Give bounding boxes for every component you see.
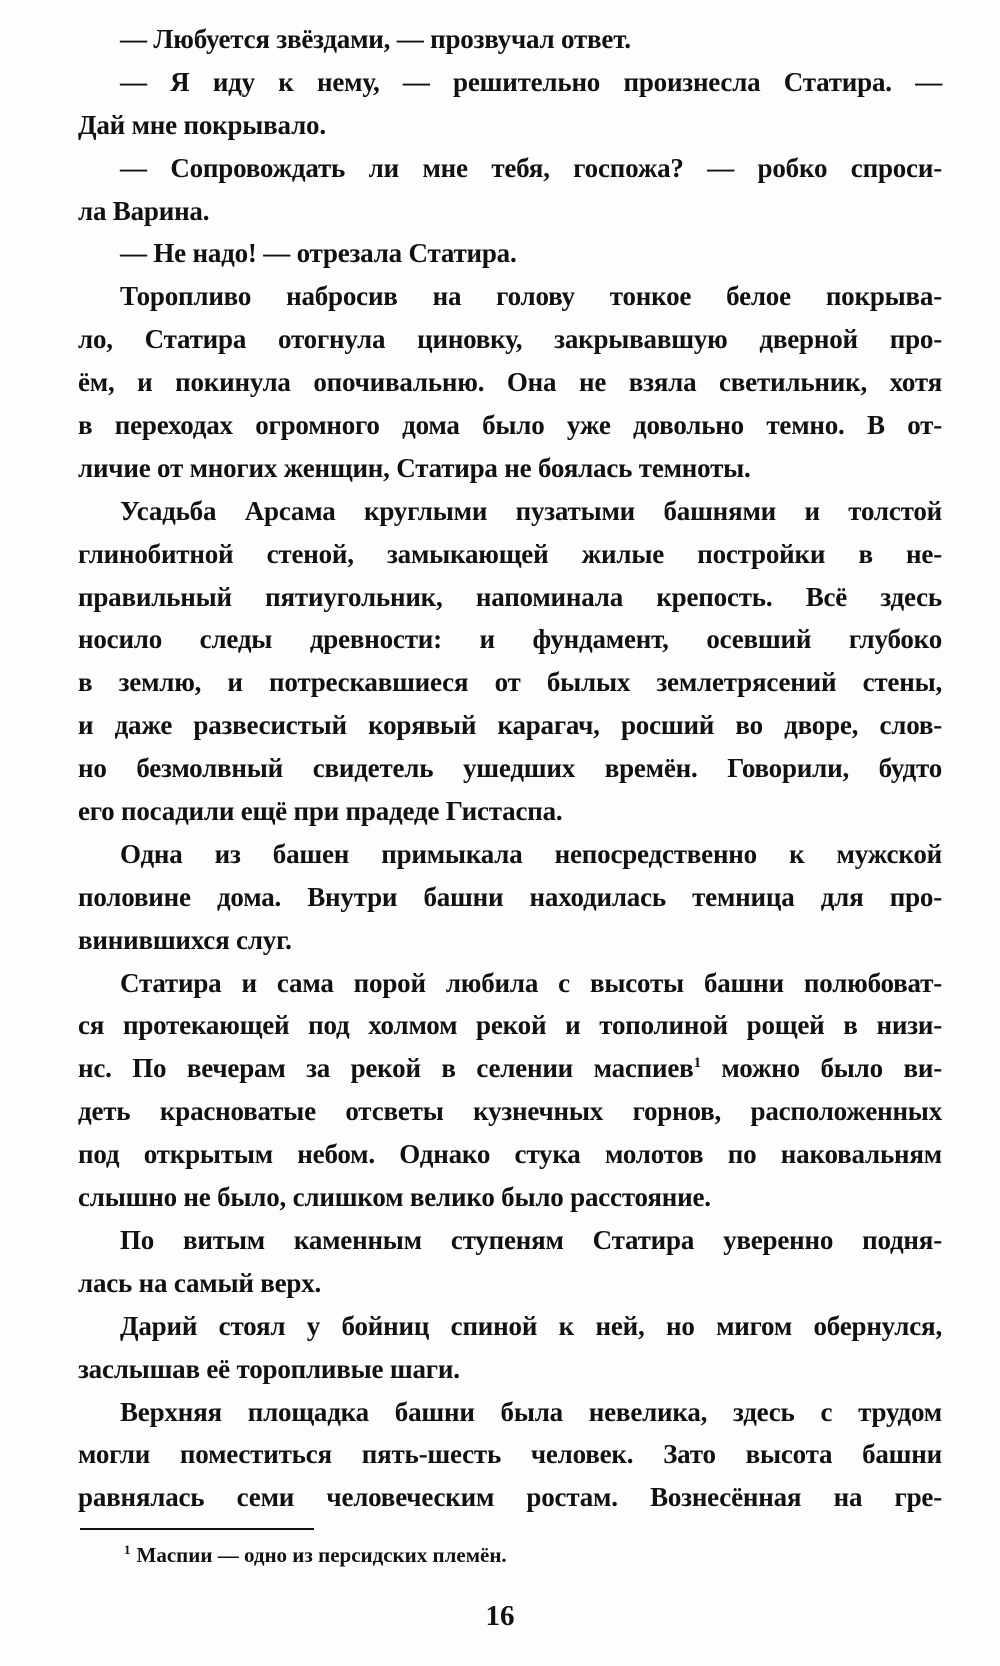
text-line: равнялась семи человеческим ростам. Вознесённая на гре- xyxy=(78,1482,942,1513)
text-line: Усадьба Арсама круглыми пузатыми башнями и толстой xyxy=(120,495,942,526)
text-line: слышно не было, слишком велико было расстояние. xyxy=(78,1182,711,1213)
text-line: ём, и покинула опочивальню. Она не взяла светильник, хотя xyxy=(78,367,942,398)
text-line: ла Варина. xyxy=(78,195,210,226)
text-line: правильный пятиугольник, напоминала крепость. Всё здесь xyxy=(78,581,942,612)
text-line: лась на самый верх. xyxy=(78,1267,322,1298)
text-line: глинобитной стеной, замыкающей жилые постройки в не- xyxy=(78,538,942,569)
footnote xyxy=(124,1540,507,1570)
text-line: — Сопровождать ли мне тебя, госпожа? — робко спроси- xyxy=(120,152,942,183)
text-line: — Любуется звёздами, — прозвучал ответ. xyxy=(120,24,631,54)
text-line: Статира и сама порой любила с высоты башни полюбоват- xyxy=(120,967,942,998)
text-line: По витым каменным ступеням Статира уверенно подня- xyxy=(120,1224,942,1255)
text-line-with-footnote xyxy=(78,1047,942,1090)
text-line: Одна из башен примыкала непосредственно к мужской xyxy=(120,838,942,869)
text-line: могли поместиться пять-шесть человек. Зато высота башни xyxy=(78,1439,942,1470)
text-line: деть красноватые отсветы кузнечных горнов, расположенных xyxy=(78,1096,942,1127)
footnote-number: 1 xyxy=(124,1542,131,1557)
text-line: Верхняя площадка башни была невелика, здесь с трудом xyxy=(120,1396,942,1427)
body-text xyxy=(78,18,942,1519)
text-line: ло, Статира отогнула циновку, закрывавшую дверной про- xyxy=(78,324,942,355)
text-line: винившихся слуг. xyxy=(78,924,292,955)
text-line: в землю, и потрескавшиеся от былых землетрясений стены, xyxy=(78,667,942,698)
text-line: Дарий стоял у бойниц спиной к ней, но мигом обернулся, xyxy=(120,1310,942,1341)
text-line: половине дома. Внутри башни находилась темница для про- xyxy=(78,881,942,912)
footnote-marker: 1 xyxy=(693,1055,701,1072)
footnote-divider xyxy=(80,1528,314,1530)
text-line: его посадили ещё при прадеде Гистаспа. xyxy=(78,796,563,827)
text-line: — Я иду к нему, — решительно произнесла Статира. — xyxy=(120,66,942,97)
text-line: носило следы древности: и фундамент, осевший глубоко xyxy=(78,624,942,655)
text-line: — Не надо! — отрезала Статира. xyxy=(120,238,517,269)
text-line: заслышав её торопливые шаги. xyxy=(78,1353,460,1384)
text-line-head: нс. По вечерам за рекой в селении маспиев xyxy=(78,1053,694,1084)
text-line: и даже развесистый корявый карагач, росший во дворе, слов- xyxy=(78,710,942,741)
text-line: но безмолвный свидетель ушедших времён. Говорили, будто xyxy=(78,753,942,784)
text-line: Дай мне покрывало. xyxy=(78,109,326,140)
page-number: 16 xyxy=(485,1600,515,1632)
text-line: Торопливо набросив на голову тонкое белое покрыва- xyxy=(120,281,942,312)
text-line: личие от многих женщин, Статира не боялась темноты. xyxy=(78,452,751,483)
text-line: ся протекающей под холмом рекой и тополиной рощей в низи- xyxy=(78,1010,942,1041)
text-line: под открытым небом. Однако стука молотов по наковальням xyxy=(78,1139,942,1170)
footnote-text: Маспии — одно из персидских племён. xyxy=(136,1543,507,1567)
text-line-tail: можно было ви- xyxy=(700,1053,942,1084)
text-line: в переходах огромного дома было уже довольно темно. В от- xyxy=(78,410,942,441)
